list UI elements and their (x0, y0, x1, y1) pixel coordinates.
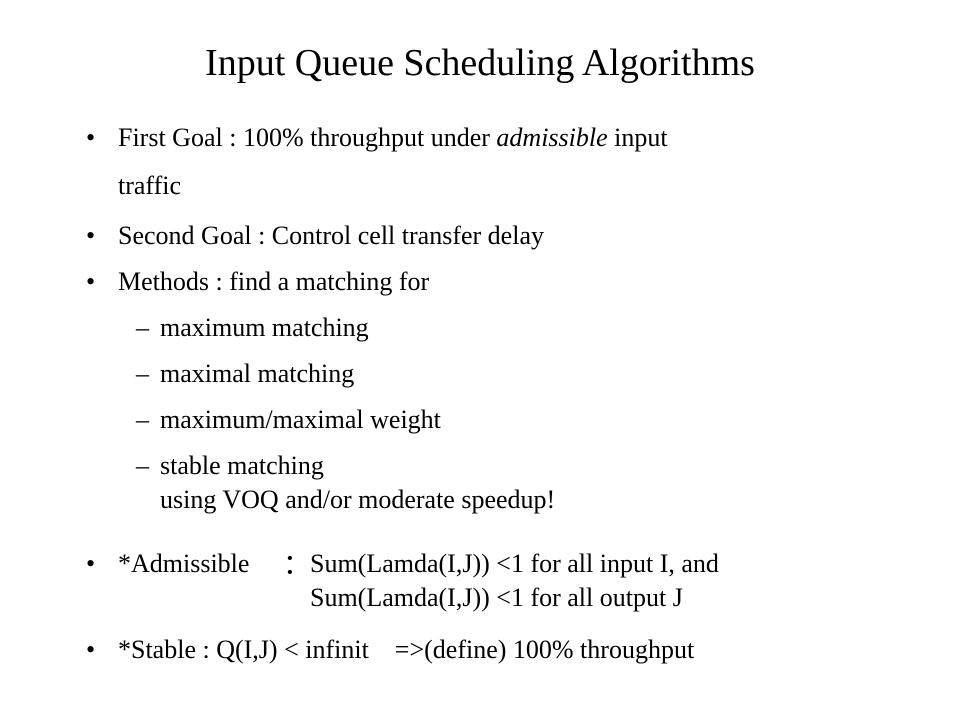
sub-bullet-dash: – (136, 405, 149, 434)
bullet-stable-definition: *Stable : Q(I,J) < infinit =>(define) 100% throughput (118, 635, 695, 664)
sub-item-maximum-maximal-weight: maximum/maximal weight (160, 405, 441, 434)
first-goal-text: First Goal : 100% throughput under (118, 123, 497, 152)
sub-item-maximal-matching: maximal matching (160, 359, 355, 388)
sub-bullet-dash: – (136, 313, 149, 342)
admissible-label: *Admissible (118, 549, 250, 578)
admissible-input-condition: Sum(Lamda(I,J)) <1 for all input I, and (310, 549, 719, 578)
bullet-second-goal: Second Goal : Control cell transfer delay (118, 221, 544, 250)
sub-item-stable-matching: stable matching (160, 451, 324, 480)
bullet-methods: Methods : find a matching for (118, 267, 430, 296)
admissible-output-condition: Sum(Lamda(I,J)) <1 for all output J (310, 583, 683, 612)
admissible-italic: admissible (496, 123, 608, 152)
first-goal-text-end: input (607, 123, 668, 152)
bullet-marker: • (86, 635, 96, 664)
voq-speedup-note: using VOQ and/or moderate speedup! (160, 485, 556, 514)
bullet-marker: • (86, 549, 96, 578)
bullet-marker: • (86, 221, 96, 250)
bullet-marker: • (86, 267, 96, 296)
bullet-marker: • (86, 123, 96, 152)
sub-bullet-dash: – (136, 359, 149, 388)
sub-bullet-dash: – (136, 451, 149, 480)
first-goal-continuation: traffic (118, 171, 182, 200)
slide-title: Input Queue Scheduling Algorithms (205, 42, 755, 84)
sub-item-maximum-matching: maximum matching (160, 313, 369, 342)
bullet-first-goal (118, 122, 668, 154)
admissible-colon: ： (282, 546, 316, 583)
